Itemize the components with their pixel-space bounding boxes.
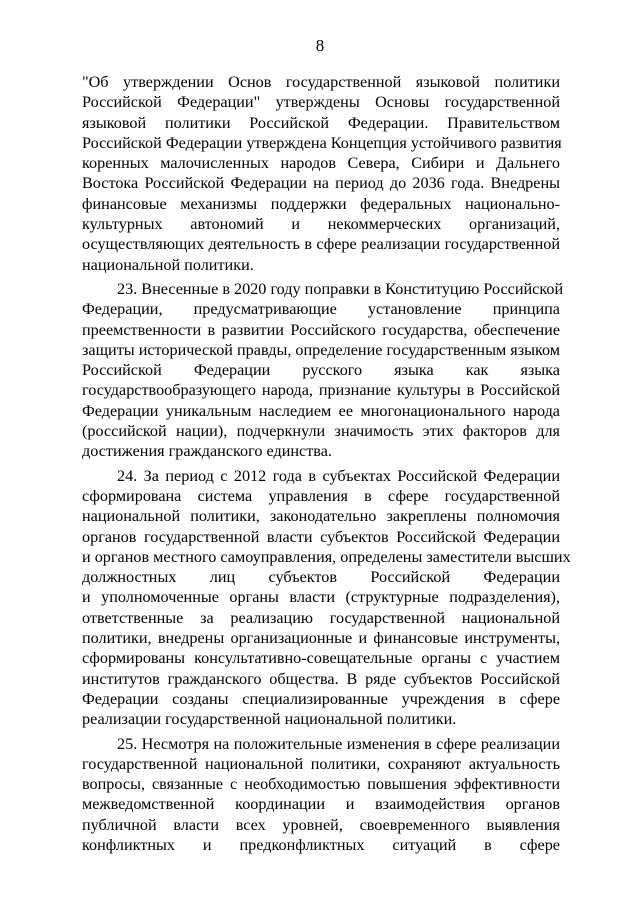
text-line: институтов гражданского общества. В ряде субъектов Российской	[82, 669, 560, 688]
text-line: национальной политики.	[82, 255, 254, 274]
text-line: сформирована система управления в сфере государственной	[82, 486, 560, 505]
text-line: и уполномоченные органы власти (структурные подразделения),	[82, 588, 560, 607]
paragraph-23	[82, 279, 564, 462]
text-line: 24. За период с 2012 года в субъектах Российской Федерации	[117, 466, 560, 485]
text-line: органов государственной власти субъектов Российской Федерации	[82, 527, 560, 546]
text-line: Российской Федерации" утверждены Основы государственной	[82, 93, 560, 112]
document-body	[82, 72, 571, 855]
text-line: коренных малочисленных народов Севера, Сибири и Дальнего	[82, 154, 560, 173]
text-line: Российской Федерации утверждена Концепция устойчивого развития	[82, 133, 562, 152]
text-line: национальной политики, законодательно закреплены полномочия	[82, 507, 560, 526]
text-line: сформированы консультативно-совещательные органы с участием	[82, 649, 560, 668]
paragraph-25	[82, 734, 560, 856]
text-line: ответственные за реализацию государственной национальной	[82, 608, 560, 627]
text-line: государствообразующего народа, признание культуры в Российской	[82, 381, 560, 400]
text-line: 25. Несмотря на положительные изменения в сфере реализации	[117, 734, 560, 753]
text-line: реализации государственной национальной политики.	[82, 710, 457, 729]
text-line: Федерации, предусматривающие установление принципа	[82, 300, 560, 319]
text-line: осуществляющих деятельность в сфере реализации государственной	[82, 235, 560, 254]
text-line: публичной власти всех уровней, своевременного выявления	[82, 815, 560, 834]
text-line: и органов местного самоуправления, определены заместители высших	[82, 547, 571, 566]
text-line: политики, внедрены организационные и финансовые инструменты,	[82, 629, 560, 648]
text-line: Российской Федерации русского языка как языка	[82, 361, 560, 380]
page-number: 8	[315, 36, 325, 55]
paragraph-24	[82, 466, 571, 730]
text-line: вопросы, связанные с необходимостью повышения эффективности	[82, 775, 560, 794]
text-line: "Об утверждении Основ государственной языковой политики	[82, 73, 560, 91]
text-line: языковой политики Российской Федерации. Правительством	[82, 113, 560, 132]
text-line: государственной национальной политики, сохраняют актуальность	[82, 754, 560, 773]
text-line: должностных лиц субъектов Российской Федерации	[82, 568, 560, 587]
text-line: преемственности в развитии Российского государства, обеспечение	[82, 320, 560, 339]
text-line: защиты исторической правды, определение государственным языком	[82, 340, 561, 359]
text-line: Востока Российской Федерации на период до 2036 года. Внедрены	[82, 174, 560, 193]
text-line: Федерации уникальным наследием ее многонационального народа	[82, 401, 560, 420]
text-line: межведомственной координации и взаимодействия органов	[82, 795, 560, 814]
text-line: достижения гражданского единства.	[82, 442, 332, 461]
text-line: 23. Внесенные в 2020 году поправки в Конституцию Российской	[117, 279, 564, 298]
text-line: Федерации созданы специализированные учреждения в сфере	[82, 689, 560, 708]
text-line: (российской нации), подчеркнули значимость этих факторов для	[82, 422, 560, 441]
text-line: культурных автономий и некоммерческих организаций,	[82, 215, 560, 234]
paragraph-continuation	[82, 72, 560, 275]
text-line: финансовые механизмы поддержки федеральных национально-	[82, 194, 560, 213]
text-line: конфликтных и предконфликтных ситуаций в сфере	[82, 835, 560, 854]
